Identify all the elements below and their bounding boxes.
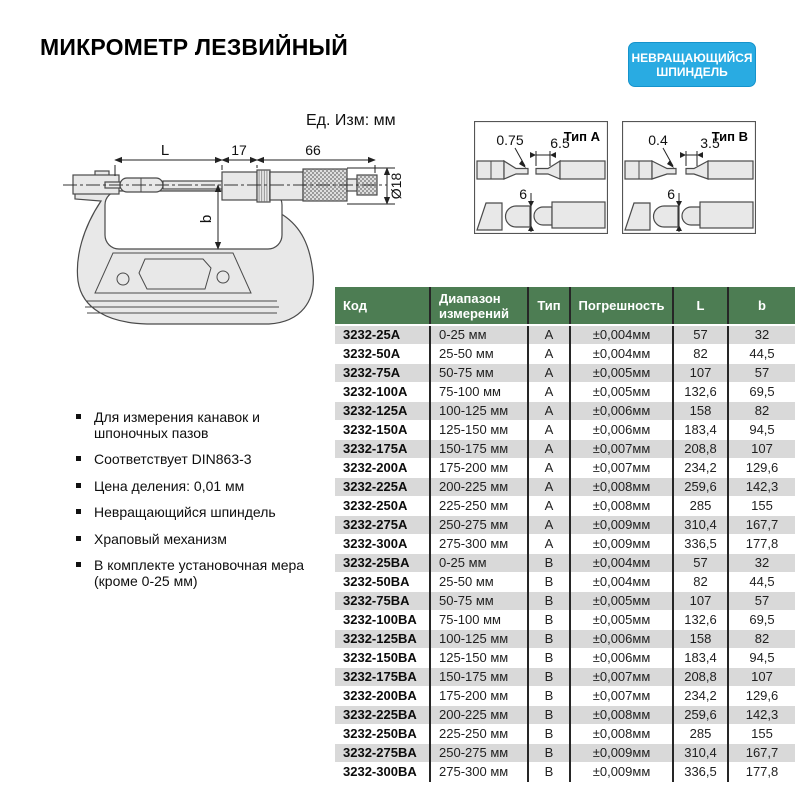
cell-range: 225-250 мм: [430, 497, 528, 516]
table-row: [335, 383, 795, 402]
cell-b: 129,6: [728, 459, 795, 478]
cell-tolerance: ±0,007мм: [570, 668, 673, 687]
cell-type: B: [528, 763, 570, 782]
cell-type: A: [528, 345, 570, 364]
cell-tolerance: ±0,004мм: [570, 345, 673, 364]
table-row: [335, 630, 795, 649]
cell-L: 57: [673, 325, 728, 345]
cell-range: 75-100 мм: [430, 611, 528, 630]
cell-L: 259,6: [673, 706, 728, 725]
cell-range: 50-75 мм: [430, 592, 528, 611]
cell-b: 142,3: [728, 478, 795, 497]
cell-b: 177,8: [728, 763, 795, 782]
cell-b: 94,5: [728, 649, 795, 668]
table-row: [335, 649, 795, 668]
cell-b: 142,3: [728, 706, 795, 725]
feature-item: [76, 479, 326, 495]
cell-code: 3232-200A: [335, 459, 430, 478]
table-row: [335, 421, 795, 440]
table-row: [335, 573, 795, 592]
col-header-1: Диапазон измерений: [430, 287, 528, 325]
cell-type: B: [528, 687, 570, 706]
thimble: [270, 172, 303, 200]
feature-item: [76, 558, 326, 589]
table-row: [335, 763, 795, 782]
cell-tolerance: ±0,009мм: [570, 763, 673, 782]
type-b-height-dim: 6: [667, 186, 675, 202]
cell-L: 208,8: [673, 668, 728, 687]
cell-tolerance: ±0,008мм: [570, 478, 673, 497]
type-a-drawing: [474, 121, 608, 234]
cell-b: 32: [728, 325, 795, 345]
cell-tolerance: ±0,006мм: [570, 421, 673, 440]
cell-b: 107: [728, 440, 795, 459]
cell-code: 3232-300BA: [335, 763, 430, 782]
cell-tolerance: ±0,005мм: [570, 592, 673, 611]
cell-b: 94,5: [728, 421, 795, 440]
dim-label-diameter: Ø18: [388, 172, 404, 200]
cell-type: A: [528, 478, 570, 497]
col-header-5: b: [728, 287, 795, 325]
table-body: [335, 325, 795, 782]
cell-type: B: [528, 573, 570, 592]
col-header-2: Тип: [528, 287, 570, 325]
bullet-square-icon: [76, 536, 81, 541]
spec-table: [335, 287, 795, 782]
bullet-square-icon: [76, 456, 81, 461]
barrel: [222, 172, 257, 200]
cell-code: 3232-250BA: [335, 725, 430, 744]
table-header-row: [335, 287, 795, 325]
cell-range: 200-225 мм: [430, 706, 528, 725]
cell-code: 3232-50A: [335, 345, 430, 364]
feature-item: [76, 452, 326, 468]
cell-L: 259,6: [673, 478, 728, 497]
feature-item: [76, 532, 326, 548]
cell-code: 3232-175BA: [335, 668, 430, 687]
type-b-tip-dim: 0.4: [648, 132, 668, 148]
dim-label-b: b: [198, 214, 215, 224]
cell-code: 3232-225BA: [335, 706, 430, 725]
cell-code: 3232-100BA: [335, 611, 430, 630]
cell-tolerance: ±0,006мм: [570, 630, 673, 649]
cell-type: B: [528, 611, 570, 630]
cell-range: 25-50 мм: [430, 345, 528, 364]
cell-tolerance: ±0,007мм: [570, 459, 673, 478]
cell-L: 234,2: [673, 459, 728, 478]
cell-L: 183,4: [673, 421, 728, 440]
cell-range: 100-125 мм: [430, 630, 528, 649]
cell-b: 82: [728, 402, 795, 421]
cell-L: 158: [673, 402, 728, 421]
feature-text: Невращающийся шпиндель: [94, 504, 276, 520]
cell-tolerance: ±0,009мм: [570, 516, 673, 535]
cell-tolerance: ±0,006мм: [570, 649, 673, 668]
badge-line-1: НЕВРАЩАЮЩИЙСЯ: [631, 50, 753, 65]
cell-tolerance: ±0,005мм: [570, 364, 673, 383]
table-row: [335, 364, 795, 383]
cell-L: 57: [673, 554, 728, 573]
cell-b: 155: [728, 497, 795, 516]
cell-code: 3232-200BA: [335, 687, 430, 706]
type-a-tip-dim: 0.75: [496, 132, 524, 148]
feature-item: [76, 505, 326, 521]
table-row: [335, 497, 795, 516]
cell-code: 3232-100A: [335, 383, 430, 402]
table-row: [335, 725, 795, 744]
cell-L: 336,5: [673, 763, 728, 782]
cell-type: B: [528, 592, 570, 611]
cell-type: A: [528, 364, 570, 383]
cell-code: 3232-50BA: [335, 573, 430, 592]
cell-type: B: [528, 554, 570, 573]
type-b-len-dim: 3.5: [700, 135, 720, 151]
cell-range: 50-75 мм: [430, 364, 528, 383]
cell-type: B: [528, 649, 570, 668]
cell-b: 167,7: [728, 744, 795, 763]
cell-code: 3232-75A: [335, 364, 430, 383]
cell-tolerance: ±0,004мм: [570, 325, 673, 345]
cell-code: 3232-125A: [335, 402, 430, 421]
cell-type: A: [528, 402, 570, 421]
cell-L: 285: [673, 725, 728, 744]
cell-b: 57: [728, 592, 795, 611]
cell-b: 107: [728, 668, 795, 687]
cell-b: 167,7: [728, 516, 795, 535]
table-row: [335, 592, 795, 611]
cell-code: 3232-25BA: [335, 554, 430, 573]
table-row: [335, 325, 795, 345]
feature-text: Для измерения канавок и шпоночных пазов: [94, 409, 261, 441]
cell-b: 69,5: [728, 611, 795, 630]
cell-range: 0-25 мм: [430, 554, 528, 573]
cell-code: 3232-225A: [335, 478, 430, 497]
dim-label-66: 66: [305, 142, 321, 158]
cell-type: B: [528, 706, 570, 725]
cell-tolerance: ±0,008мм: [570, 497, 673, 516]
badge-line-2: ШПИНДЕЛЬ: [656, 64, 728, 79]
type-b-drawing: [622, 121, 756, 234]
cell-b: 177,8: [728, 535, 795, 554]
cell-L: 158: [673, 630, 728, 649]
cell-b: 44,5: [728, 345, 795, 364]
cell-b: 69,5: [728, 383, 795, 402]
cell-type: A: [528, 459, 570, 478]
cell-range: 275-300 мм: [430, 535, 528, 554]
cell-type: B: [528, 630, 570, 649]
cell-code: 3232-25A: [335, 325, 430, 345]
cell-range: 125-150 мм: [430, 649, 528, 668]
col-header-4: L: [673, 287, 728, 325]
table-row: [335, 611, 795, 630]
non-rotating-spindle-badge: [628, 42, 756, 87]
cell-b: 82: [728, 630, 795, 649]
cell-type: A: [528, 535, 570, 554]
table-row: [335, 687, 795, 706]
table-row: [335, 668, 795, 687]
type-a-len-dim: 6.5: [550, 135, 570, 151]
dim-label-17: 17: [231, 142, 247, 158]
cell-tolerance: ±0,008мм: [570, 725, 673, 744]
cell-type: A: [528, 421, 570, 440]
cell-code: 3232-250A: [335, 497, 430, 516]
page-title: МИКРОМЕТР ЛЕЗВИЙНЫЙ: [40, 34, 348, 60]
cell-type: A: [528, 440, 570, 459]
cell-tolerance: ±0,007мм: [570, 440, 673, 459]
cell-type: B: [528, 744, 570, 763]
cell-L: 285: [673, 497, 728, 516]
bullet-square-icon: [76, 509, 81, 514]
cell-code: 3232-275BA: [335, 744, 430, 763]
cell-range: 125-150 мм: [430, 421, 528, 440]
table-row: [335, 554, 795, 573]
bullet-square-icon: [76, 562, 81, 567]
cell-L: 310,4: [673, 516, 728, 535]
cell-b: 57: [728, 364, 795, 383]
cell-L: 82: [673, 573, 728, 592]
type-b-label: Тип B: [711, 129, 748, 144]
cell-L: 107: [673, 364, 728, 383]
cell-tolerance: ±0,009мм: [570, 744, 673, 763]
cell-tolerance: ±0,004мм: [570, 573, 673, 592]
type-a-height-dim: 6: [519, 186, 527, 202]
cell-L: 234,2: [673, 687, 728, 706]
cell-L: 208,8: [673, 440, 728, 459]
cell-L: 132,6: [673, 383, 728, 402]
cell-tolerance: ±0,005мм: [570, 383, 673, 402]
cell-code: 3232-125BA: [335, 630, 430, 649]
cell-type: A: [528, 383, 570, 402]
dim-label-L: L: [160, 142, 170, 159]
cell-type: A: [528, 325, 570, 345]
cell-code: 3232-275A: [335, 516, 430, 535]
cell-range: 250-275 мм: [430, 516, 528, 535]
cell-tolerance: ±0,009мм: [570, 535, 673, 554]
cell-range: 175-200 мм: [430, 459, 528, 478]
cell-code: 3232-75BA: [335, 592, 430, 611]
cell-L: 310,4: [673, 744, 728, 763]
cell-range: 225-250 мм: [430, 725, 528, 744]
cell-L: 132,6: [673, 611, 728, 630]
cell-code: 3232-175A: [335, 440, 430, 459]
cell-range: 200-225 мм: [430, 478, 528, 497]
cell-type: B: [528, 725, 570, 744]
cell-code: 3232-150A: [335, 421, 430, 440]
cell-range: 250-275 мм: [430, 744, 528, 763]
cell-L: 336,5: [673, 535, 728, 554]
cell-tolerance: ±0,006мм: [570, 402, 673, 421]
table-row: [335, 535, 795, 554]
cell-b: 44,5: [728, 573, 795, 592]
cell-type: A: [528, 516, 570, 535]
cell-range: 25-50 мм: [430, 573, 528, 592]
cell-tolerance: ±0,004мм: [570, 554, 673, 573]
feature-text: Соответствует DIN863-3: [94, 451, 252, 467]
cell-type: A: [528, 497, 570, 516]
cell-L: 183,4: [673, 649, 728, 668]
cell-code: 3232-150BA: [335, 649, 430, 668]
cell-b: 32: [728, 554, 795, 573]
feature-text: В комплекте установочная мера (кроме 0-25 мм): [94, 557, 305, 589]
table-row: [335, 706, 795, 725]
cell-range: 75-100 мм: [430, 383, 528, 402]
table-row: [335, 744, 795, 763]
cell-range: 150-175 мм: [430, 440, 528, 459]
table-row: [335, 478, 795, 497]
cell-range: 275-300 мм: [430, 763, 528, 782]
col-header-0: Код: [335, 287, 430, 325]
cell-b: 155: [728, 725, 795, 744]
type-a-label: Тип A: [563, 129, 600, 144]
feature-text: Цена деления: 0,01 мм: [94, 477, 245, 494]
units-label: Ед. Изм: мм: [306, 112, 396, 129]
cell-code: 3232-300A: [335, 535, 430, 554]
cell-type: B: [528, 668, 570, 687]
cell-tolerance: ±0,007мм: [570, 687, 673, 706]
feature-item: [76, 410, 326, 441]
cell-range: 100-125 мм: [430, 402, 528, 421]
table-row: [335, 440, 795, 459]
cell-range: 0-25 мм: [430, 325, 528, 345]
cell-b: 129,6: [728, 687, 795, 706]
bullet-square-icon: [76, 483, 81, 488]
table-row: [335, 402, 795, 421]
table-row: [335, 516, 795, 535]
table-row: [335, 345, 795, 364]
cell-tolerance: ±0,005мм: [570, 611, 673, 630]
cell-range: 150-175 мм: [430, 668, 528, 687]
cell-tolerance: ±0,008мм: [570, 706, 673, 725]
cell-L: 82: [673, 345, 728, 364]
cell-range: 175-200 мм: [430, 687, 528, 706]
table-row: [335, 459, 795, 478]
col-header-3: Погрешность: [570, 287, 673, 325]
bullet-square-icon: [76, 414, 81, 419]
feature-text: Храповый механизм: [94, 530, 227, 547]
features-list: [76, 410, 326, 600]
cell-L: 107: [673, 592, 728, 611]
